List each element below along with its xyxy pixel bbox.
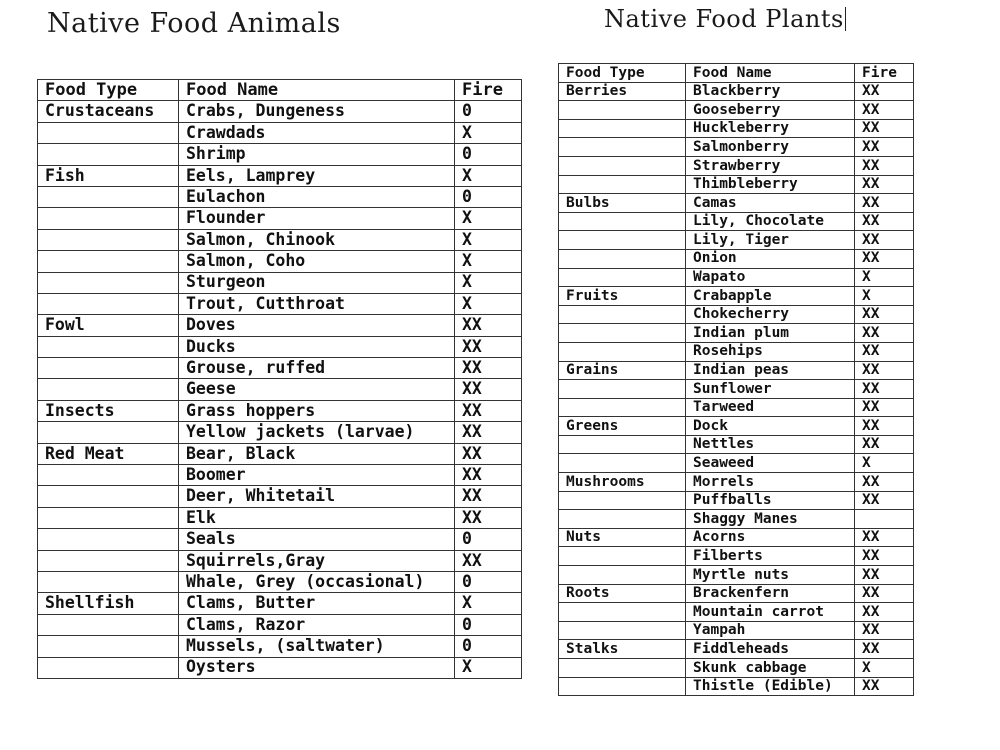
cell-food-name: Salmon, Coho [179, 251, 455, 272]
cell-fire: XX [855, 324, 914, 343]
table-row [38, 358, 522, 379]
cell-fire: XX [855, 361, 914, 380]
table-row [38, 507, 522, 528]
cell-fire: XX [855, 398, 914, 417]
cell-food-name: Chokecherry [686, 305, 855, 324]
cell-fire: XX [855, 231, 914, 250]
cell-food-name: Deer, Whitetail [179, 486, 455, 507]
cell-fire: 0 [455, 571, 522, 592]
cell-fire: 0 [455, 636, 522, 657]
cell-food-name: Rosehips [686, 342, 855, 361]
table-header-row [38, 80, 522, 101]
cell-food-name: Sunflower [686, 380, 855, 399]
header-fire: Fire [855, 64, 914, 83]
table-header-row [559, 64, 914, 83]
cell-food-name: Brackenfern [686, 584, 855, 603]
table-row [38, 422, 522, 443]
table-row [38, 593, 522, 614]
table-row [559, 603, 914, 622]
cell-food-name: Shaggy Manes [686, 510, 855, 529]
cell-fire: X [455, 229, 522, 250]
cell-food-type [559, 380, 686, 399]
cell-food-type [38, 336, 179, 357]
table-row [559, 380, 914, 399]
cell-food-type: Red Meat [38, 443, 179, 464]
cell-food-name: Gooseberry [686, 101, 855, 120]
cell-food-name: Thistle (Edible) [686, 677, 855, 696]
cell-food-type: Nuts [559, 528, 686, 547]
cell-fire: XX [455, 443, 522, 464]
table-row [559, 417, 914, 436]
cell-food-name: Lily, Tiger [686, 231, 855, 250]
animals-title: Native Food Animals [47, 8, 341, 39]
table-row [38, 636, 522, 657]
cell-food-type [38, 486, 179, 507]
cell-food-name: Nettles [686, 435, 855, 454]
table-row [38, 122, 522, 143]
table-row [38, 571, 522, 592]
cell-fire: 0 [455, 186, 522, 207]
cell-food-type [38, 657, 179, 678]
table-row [559, 659, 914, 678]
cell-fire: 0 [455, 144, 522, 165]
cell-fire: X [455, 272, 522, 293]
cell-fire: XX [855, 584, 914, 603]
cell-food-name: Flounder [179, 208, 455, 229]
cell-food-name: Eels, Lamprey [179, 165, 455, 186]
cell-fire: XX [855, 491, 914, 510]
cell-food-name: Seaweed [686, 454, 855, 473]
cell-food-type [559, 212, 686, 231]
cell-food-type [559, 268, 686, 287]
cell-food-type [559, 305, 686, 324]
cell-food-type: Shellfish [38, 593, 179, 614]
cell-food-type [559, 138, 686, 157]
cell-fire: XX [455, 486, 522, 507]
cell-fire: XX [855, 566, 914, 585]
table-row [559, 398, 914, 417]
cell-fire: X [455, 122, 522, 143]
cell-food-type [38, 358, 179, 379]
table-row [38, 229, 522, 250]
cell-food-type [38, 251, 179, 272]
cell-fire: XX [855, 138, 914, 157]
cell-fire: XX [455, 550, 522, 571]
cell-food-name: Huckleberry [686, 119, 855, 138]
table-row [38, 614, 522, 635]
cell-fire: XX [455, 422, 522, 443]
table-row [38, 400, 522, 421]
cell-food-name: Oysters [179, 657, 455, 678]
cell-food-type [38, 122, 179, 143]
table-row [38, 657, 522, 678]
cell-food-name: Trout, Cutthroat [179, 293, 455, 314]
table-row [559, 454, 914, 473]
cell-food-name: Squirrels,Gray [179, 550, 455, 571]
cell-fire: X [455, 165, 522, 186]
table-row [38, 272, 522, 293]
cell-food-type [559, 342, 686, 361]
cell-food-name: Whale, Grey (occasional) [179, 571, 455, 592]
cell-food-type [38, 144, 179, 165]
cell-food-type [559, 101, 686, 120]
cell-food-name: Doves [179, 315, 455, 336]
cell-fire: XX [455, 400, 522, 421]
cell-fire: XX [855, 435, 914, 454]
cell-food-name: Filberts [686, 547, 855, 566]
cell-fire: XX [855, 473, 914, 492]
cell-food-name: Geese [179, 379, 455, 400]
cell-food-name: Sturgeon [179, 272, 455, 293]
table-row [559, 194, 914, 213]
table-row [38, 336, 522, 357]
cell-fire [855, 510, 914, 529]
table-row [38, 443, 522, 464]
table-row [38, 186, 522, 207]
cell-food-name: Tarweed [686, 398, 855, 417]
cell-fire: XX [455, 465, 522, 486]
cell-fire: X [855, 268, 914, 287]
cell-food-type [38, 465, 179, 486]
cell-fire: XX [855, 175, 914, 194]
cell-food-type [559, 510, 686, 529]
cell-fire: XX [855, 380, 914, 399]
table-row [559, 528, 914, 547]
cell-fire: XX [855, 547, 914, 566]
cell-food-type [559, 547, 686, 566]
cell-fire: XX [855, 621, 914, 640]
cell-food-type [559, 435, 686, 454]
cell-food-name: Seals [179, 529, 455, 550]
table-row [559, 677, 914, 696]
cell-fire: XX [855, 528, 914, 547]
cell-food-type [559, 231, 686, 250]
cell-food-type [559, 156, 686, 175]
cell-food-type: Fish [38, 165, 179, 186]
cell-fire: 0 [455, 529, 522, 550]
cell-fire: XX [855, 249, 914, 268]
cell-food-name: Elk [179, 507, 455, 528]
cell-food-name: Shrimp [179, 144, 455, 165]
cell-food-type [559, 324, 686, 343]
header-fire: Fire [455, 80, 522, 101]
cell-food-type [38, 571, 179, 592]
cell-food-name: Skunk cabbage [686, 659, 855, 678]
table-row [38, 144, 522, 165]
cell-food-name: Lily, Chocolate [686, 212, 855, 231]
table-row [559, 82, 914, 101]
table-row [559, 249, 914, 268]
table-row [559, 138, 914, 157]
cell-fire: X [855, 659, 914, 678]
table-row [559, 268, 914, 287]
cell-food-name: Eulachon [179, 186, 455, 207]
table-row [559, 473, 914, 492]
table-row [559, 287, 914, 306]
cell-food-name: Yampah [686, 621, 855, 640]
cell-food-name: Yellow jackets (larvae) [179, 422, 455, 443]
cell-food-type [38, 186, 179, 207]
cell-food-name: Myrtle nuts [686, 566, 855, 585]
cell-food-type: Greens [559, 417, 686, 436]
cell-food-name: Indian plum [686, 324, 855, 343]
cell-fire: X [855, 287, 914, 306]
table-row [38, 486, 522, 507]
cell-food-name: Blackberry [686, 82, 855, 101]
cell-food-type [559, 566, 686, 585]
table-row [38, 293, 522, 314]
table-row [559, 175, 914, 194]
cell-fire: X [455, 208, 522, 229]
cell-food-name: Wapato [686, 268, 855, 287]
table-row [38, 550, 522, 571]
cell-fire: X [455, 593, 522, 614]
cell-food-name: Bear, Black [179, 443, 455, 464]
header-food-name: Food Name [686, 64, 855, 83]
table-row [559, 361, 914, 380]
cell-fire: X [455, 293, 522, 314]
table-row [38, 165, 522, 186]
table-row [38, 379, 522, 400]
cell-fire: XX [855, 305, 914, 324]
cell-food-name: Crabapple [686, 287, 855, 306]
table-row [559, 231, 914, 250]
header-food-type: Food Type [559, 64, 686, 83]
table-row [559, 119, 914, 138]
cell-fire: X [455, 251, 522, 272]
cell-food-type [559, 249, 686, 268]
cell-food-type: Grains [559, 361, 686, 380]
cell-fire: XX [455, 358, 522, 379]
table-row [559, 101, 914, 120]
cell-food-name: Ducks [179, 336, 455, 357]
cell-food-type [38, 614, 179, 635]
table-row [559, 547, 914, 566]
table-row [559, 212, 914, 231]
cell-food-type [38, 208, 179, 229]
cell-food-type: Fowl [38, 315, 179, 336]
table-row [559, 342, 914, 361]
cell-fire: XX [855, 156, 914, 175]
cell-food-name: Onion [686, 249, 855, 268]
cell-food-type: Bulbs [559, 194, 686, 213]
cell-fire: 0 [455, 101, 522, 122]
cell-fire: XX [855, 417, 914, 436]
cell-food-name: Crabs, Dungeness [179, 101, 455, 122]
cell-food-name: Salmonberry [686, 138, 855, 157]
cell-food-type [559, 659, 686, 678]
table-row [559, 584, 914, 603]
table-row [559, 156, 914, 175]
cell-food-type [38, 636, 179, 657]
table-row [559, 566, 914, 585]
table-row [559, 621, 914, 640]
cell-fire: XX [855, 212, 914, 231]
cell-food-type: Crustaceans [38, 101, 179, 122]
cell-food-type [559, 175, 686, 194]
plants-table [558, 63, 914, 696]
header-food-name: Food Name [179, 80, 455, 101]
cell-food-type [559, 603, 686, 622]
cell-food-type: Mushrooms [559, 473, 686, 492]
cell-food-type [559, 621, 686, 640]
table-row [38, 208, 522, 229]
cell-food-type [559, 677, 686, 696]
cell-food-type: Stalks [559, 640, 686, 659]
cell-fire: XX [855, 640, 914, 659]
cell-fire: XX [855, 119, 914, 138]
cell-fire: X [455, 657, 522, 678]
cell-food-name: Indian peas [686, 361, 855, 380]
cell-food-type [38, 550, 179, 571]
cell-fire: XX [855, 194, 914, 213]
cell-fire: XX [855, 342, 914, 361]
table-row [559, 510, 914, 529]
cell-food-name: Puffballs [686, 491, 855, 510]
table-row [38, 529, 522, 550]
cell-fire: XX [855, 677, 914, 696]
cell-food-name: Mussels, (saltwater) [179, 636, 455, 657]
cell-fire: XX [855, 101, 914, 120]
cell-food-type: Berries [559, 82, 686, 101]
cell-food-type: Roots [559, 584, 686, 603]
cell-food-type [559, 491, 686, 510]
cell-food-type [38, 379, 179, 400]
table-row [559, 324, 914, 343]
cell-food-type [38, 507, 179, 528]
table-row [38, 251, 522, 272]
table-row [559, 435, 914, 454]
cell-food-name: Fiddleheads [686, 640, 855, 659]
cell-food-type [38, 229, 179, 250]
cell-food-name: Strawberry [686, 156, 855, 175]
cell-food-name: Clams, Butter [179, 593, 455, 614]
table-row [38, 465, 522, 486]
table-row [559, 305, 914, 324]
cell-food-type [38, 272, 179, 293]
cell-food-name: Thimbleberry [686, 175, 855, 194]
table-row [559, 640, 914, 659]
table-row [38, 101, 522, 122]
cell-food-name: Grass hoppers [179, 400, 455, 421]
table-row [559, 491, 914, 510]
cell-food-type [38, 529, 179, 550]
cell-food-name: Salmon, Chinook [179, 229, 455, 250]
cell-food-type [559, 454, 686, 473]
table-row [38, 315, 522, 336]
cell-fire: XX [455, 507, 522, 528]
cell-fire: XX [455, 315, 522, 336]
cell-food-type [559, 119, 686, 138]
plants-title: Native Food Plants [604, 5, 844, 33]
cell-food-name: Dock [686, 417, 855, 436]
cell-fire: X [855, 454, 914, 473]
cell-food-name: Crawdads [179, 122, 455, 143]
cell-fire: XX [855, 82, 914, 101]
cell-food-name: Grouse, ruffed [179, 358, 455, 379]
cell-food-type [38, 293, 179, 314]
cell-food-name: Mountain carrot [686, 603, 855, 622]
cell-fire: 0 [455, 614, 522, 635]
header-food-type: Food Type [38, 80, 179, 101]
cell-fire: XX [455, 379, 522, 400]
cell-food-name: Boomer [179, 465, 455, 486]
cell-food-type: Fruits [559, 287, 686, 306]
cell-food-type: Insects [38, 400, 179, 421]
cell-food-type [38, 422, 179, 443]
cell-food-type [559, 398, 686, 417]
animals-table [37, 79, 522, 679]
cell-food-name: Morrels [686, 473, 855, 492]
cell-food-name: Camas [686, 194, 855, 213]
cell-fire: XX [855, 603, 914, 622]
cell-food-name: Acorns [686, 528, 855, 547]
cell-fire: XX [455, 336, 522, 357]
cell-food-name: Clams, Razor [179, 614, 455, 635]
